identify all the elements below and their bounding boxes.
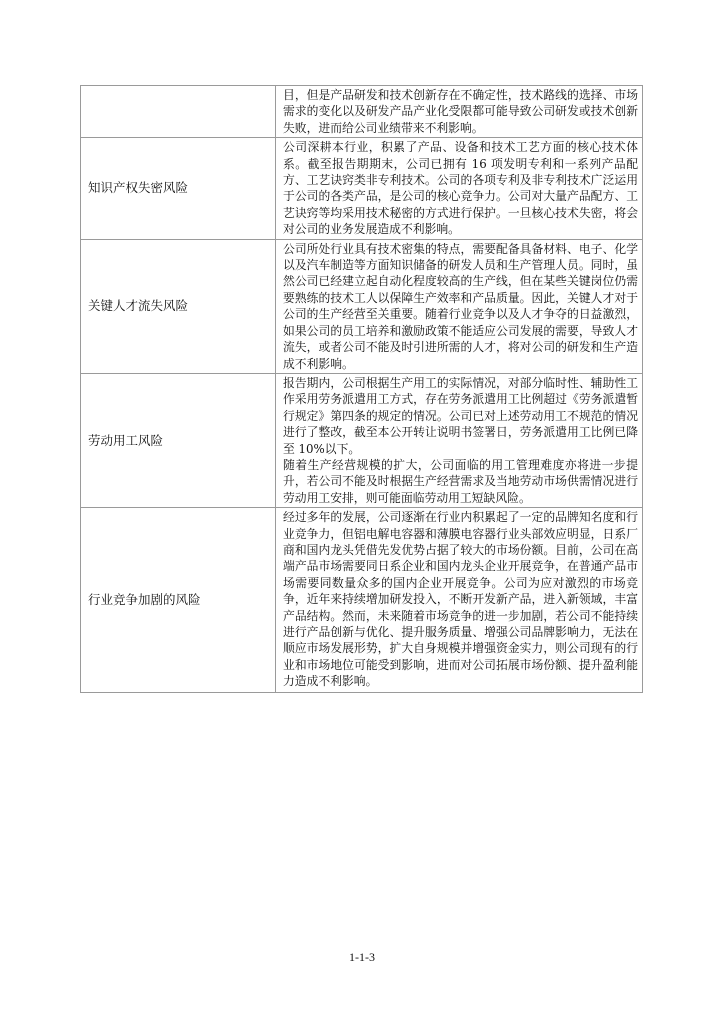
table-row (81, 138, 643, 239)
table-row (81, 508, 643, 693)
risk-name-cell: 关键人才流失风险 (81, 239, 276, 373)
table-row (81, 373, 643, 507)
risk-name-cell (81, 86, 276, 138)
table-row (81, 239, 643, 373)
table-row (81, 86, 643, 138)
risk-description-paragraph: 公司深耕本行业，积累了产品、设备和技术工艺方面的核心技术体系。截至报告期期末，公司已拥有 16 项发明专利和一系列产品配方、工艺诀窍类非专利技术。公司的各项专利及非专利技术广泛运用于公司的各类产品，是公司的核心竞争力。公司对大量产品配方、工艺诀窍等均采用技术秘密的方式进行保护。一旦核心技术失密，将会对公司的业务发展造成不利影响。 (283, 140, 638, 237)
risk-name-cell: 知识产权失密风险 (81, 138, 276, 239)
risk-description-paragraph: 目，但是产品研发和技术创新存在不确定性，技术路线的选择、市场需求的变化以及研发产品产业化受限都可能导致公司研发或技术创新失败，进而给公司业绩带来不利影响。 (283, 88, 638, 135)
risk-description-paragraph: 公司所处行业具有技术密集的特点，需要配备具备材料、电子、化学以及汽车制造等方面知识储备的研发人员和生产管理人员。同时，虽然公司已经建立起自动化程度较高的生产线，但在某些关键岗位仍需要熟练的技术工人以保障生产效率和产品质量。因此，关键人才对于公司的生产经营至关重要。随着行业竞争以及人才争夺的日益激烈，如果公司的员工培养和激励政策不能适应公司发展的需要，导致人才流失，或者公司不能及时引进所需的人才，将对公司的研发和生产造成不利影响。 (283, 241, 638, 371)
risk-description-cell (276, 508, 643, 693)
risk-description-paragraph: 随着生产经营规模的扩大，公司面临的用工管理难度亦将进一步提升，若公司不能及时根据生产经营需求及当地劳动市场供需情况进行劳动用工安排，则可能面临劳动用工短缺风险。 (283, 457, 638, 505)
risk-description-paragraph: 报告期内，公司根据生产用工的实际情况，对部分临时性、辅助性工作采用劳务派遣用工方式，存在劳务派遣用工比例超过《劳务派遣暂行规定》第四条的规定的情况。公司已对上述劳动用工不规范的情况进行了整改，截至本公开转让说明书签署日，劳务派遣用工比例已降至 10%以下。 (283, 375, 638, 456)
risk-name-cell: 劳动用工风险 (81, 373, 276, 507)
risk-description-cell (276, 86, 643, 138)
risk-name-cell: 行业竞争加剧的风险 (81, 508, 276, 693)
risk-description-cell (276, 138, 643, 239)
risk-table (80, 85, 643, 693)
page-number: 1-1-3 (349, 950, 375, 964)
risk-description-paragraph: 经过多年的发展，公司逐渐在行业内积累起了一定的品牌知名度和行业竞争力，但铝电解电容器和薄膜电容器行业头部效应明显，日系厂商和国内龙头凭借先发优势占据了较大的市场份额。目前，公司在高端产品市场需要同日系企业和国内龙头企业开展竞争，在普通产品市场需要同数量众多的国内企业开展竞争。公司为应对激烈的市场竞争，近年来持续增加研发投入，不断开发新产品，进入新领域，丰富产品结构。然而，未来随着市场竞争的进一步加剧，若公司不能持续进行产品创新与优化、提升服务质量、增强公司品牌影响力，无法在顺应市场发展形势，扩大自身规模并增强资金实力，则公司现有的行业和市场地位可能受到影响，进而对公司拓展市场份额、提升盈利能力造成不利影响。 (283, 510, 638, 689)
risk-description-cell (276, 373, 643, 507)
risk-description-cell (276, 239, 643, 373)
